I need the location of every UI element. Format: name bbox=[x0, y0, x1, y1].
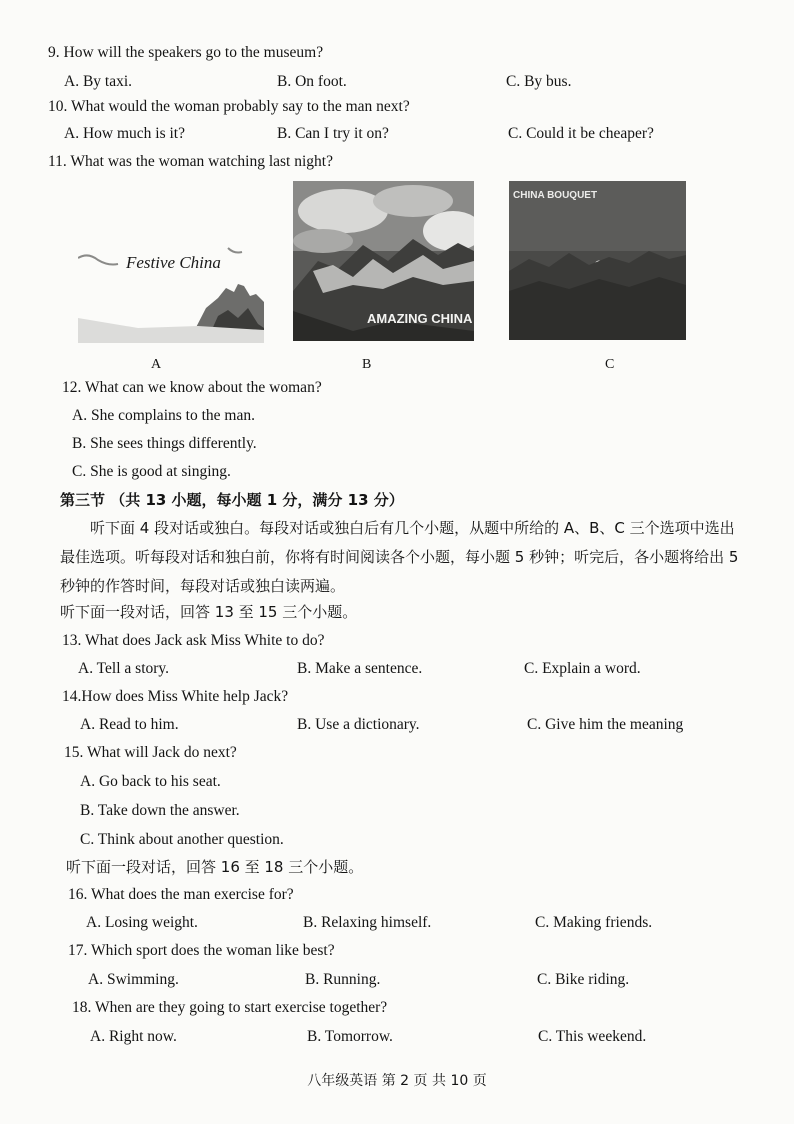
q17-option-a: A. Swimming. bbox=[88, 971, 179, 988]
q18-option-a: A. Right now. bbox=[90, 1028, 177, 1045]
q16-option-c: C. Making friends. bbox=[535, 914, 653, 931]
q12-option-b: B. She sees things differently. bbox=[72, 435, 257, 452]
picture-c-title: CHINA BOUQUET bbox=[513, 190, 598, 201]
q14-option-b: B. Use a dictionary. bbox=[297, 716, 420, 733]
q17-stem: 17. Which sport does the woman like best? bbox=[68, 942, 335, 959]
q16-stem: 16. What does the man exercise for? bbox=[68, 886, 294, 903]
picture-a-title: Festive China bbox=[126, 253, 221, 272]
dialog1-intro: 听下面一段对话，回答 13 至 15 三个小题。 bbox=[60, 603, 358, 621]
dialog2-intro: 听下面一段对话，回答 16 至 18 三个小题。 bbox=[66, 858, 364, 876]
picture-c-china-bouquet bbox=[509, 181, 686, 340]
q15-option-a: A. Go back to his seat. bbox=[80, 773, 221, 790]
q9-option-b: B. On foot. bbox=[277, 73, 347, 90]
q15-stem: 15. What will Jack do next? bbox=[64, 744, 237, 761]
q10-option-c: C. Could it be cheaper? bbox=[508, 125, 654, 142]
q15-option-b: B. Take down the answer. bbox=[80, 802, 240, 819]
q13-option-c: C. Explain a word. bbox=[524, 660, 641, 677]
q9-stem: 9. How will the speakers go to the museum? bbox=[48, 44, 324, 61]
q12-stem: 12. What can we know about the woman? bbox=[62, 379, 322, 396]
q12-option-c: C. She is good at singing. bbox=[72, 463, 231, 480]
picture-b-title: AMAZING CHINA bbox=[367, 311, 473, 326]
picture-c-label: C bbox=[605, 357, 615, 372]
q12-option-a: A. She complains to the man. bbox=[72, 407, 255, 424]
q18-option-b: B. Tomorrow. bbox=[307, 1028, 393, 1045]
section3-title: 第三节 （共 13 小题，每小题 1 分，满分 13 分） bbox=[60, 491, 404, 509]
q16-option-a: A. Losing weight. bbox=[86, 914, 198, 931]
picture-b-label: B bbox=[362, 357, 372, 372]
q14-stem: 14.How does Miss White help Jack? bbox=[62, 688, 289, 705]
picture-a-label: A bbox=[151, 357, 162, 372]
q18-option-c: C. This weekend. bbox=[538, 1028, 647, 1045]
q10-option-a: A. How much is it? bbox=[64, 125, 185, 142]
picture-a-festive-china bbox=[78, 238, 264, 343]
q9-option-a: A. By taxi. bbox=[64, 73, 133, 90]
q16-option-b: B. Relaxing himself. bbox=[303, 914, 432, 931]
q9-option-c: C. By bus. bbox=[506, 73, 572, 90]
picture-b-amazing-china bbox=[293, 181, 474, 341]
q10-option-b: B. Can I try it on? bbox=[277, 125, 389, 142]
q18-stem: 18. When are they going to start exercise together? bbox=[72, 999, 388, 1016]
q15-option-c: C. Think about another question. bbox=[80, 831, 284, 848]
q17-option-c: C. Bike riding. bbox=[537, 971, 630, 988]
q13-option-b: B. Make a sentence. bbox=[297, 660, 423, 677]
q13-option-a: A. Tell a story. bbox=[78, 660, 170, 677]
q17-option-b: B. Running. bbox=[305, 971, 381, 988]
q13-stem: 13. What does Jack ask Miss White to do? bbox=[62, 632, 325, 649]
section3-instructions: 听下面 4 段对话或独白。每段对话或独白后有几个小题，从题中所给的 A、B、C 三个选项中选出最佳选项。听每段对话和独白前，你将有时间阅读各个小题，每小题 5 秒钟；听完后，各小题将给出 5 秒钟的作答时间，每段对话或独白读两遍。 bbox=[60, 519, 739, 595]
q11-stem: 11. What was the woman watching last night? bbox=[48, 153, 333, 170]
q14-option-a: A. Read to him. bbox=[80, 716, 179, 733]
q10-stem: 10. What would the woman probably say to the man next? bbox=[48, 98, 410, 115]
page-footer: 八年级英语 第 2 页 共 10 页 bbox=[307, 1073, 487, 1089]
q14-option-c: C. Give him the meaning bbox=[527, 716, 684, 733]
